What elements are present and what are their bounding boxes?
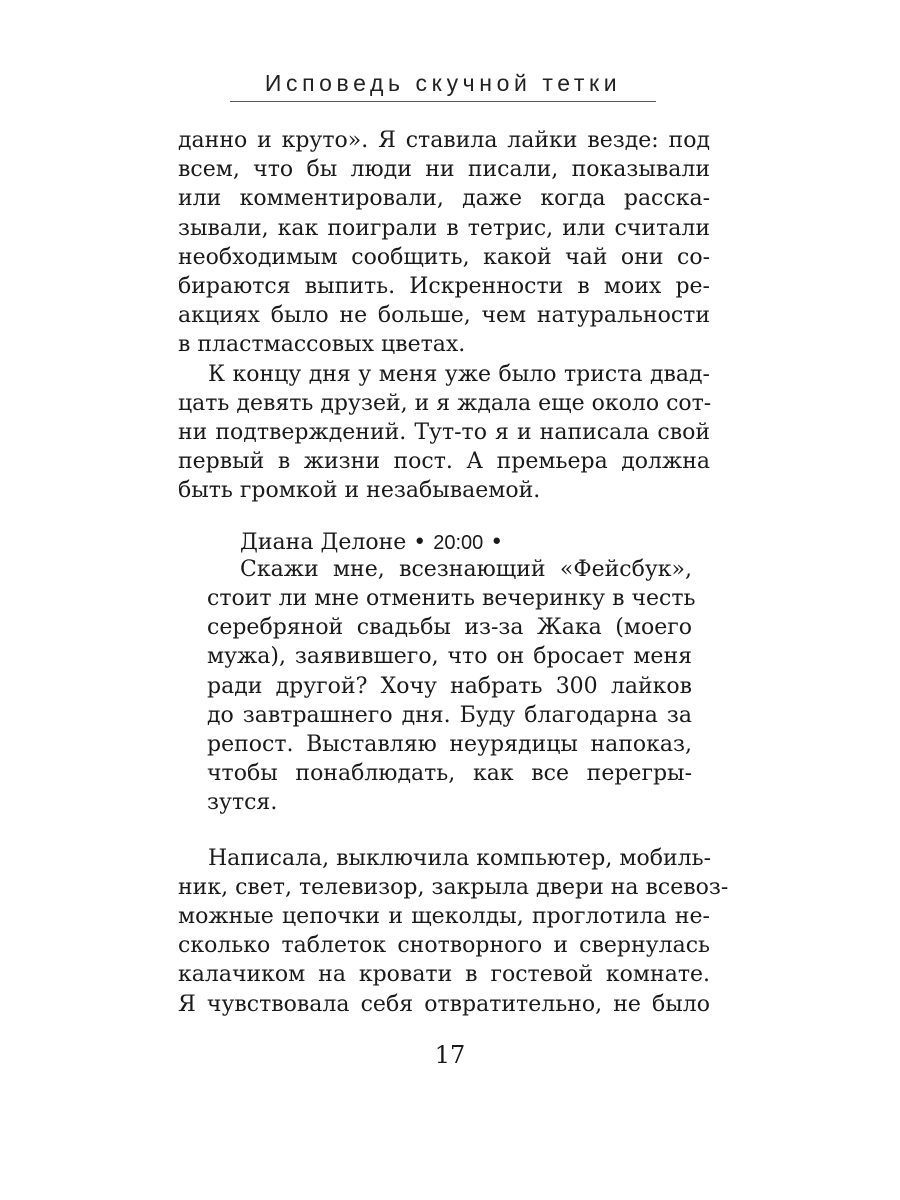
text-line: быть громкой и незабываемой.	[178, 478, 541, 504]
text-line: Написала, выключила компьютер, мобиль-	[208, 845, 712, 871]
text-line: данно и круто». Я ставила лайки везде: под	[178, 128, 710, 153]
page-number: 17	[434, 1040, 466, 1069]
text-line: можные цепочки и щеколды, проглотила не-	[178, 904, 710, 929]
text-line: или комментировали, даже когда расска-	[178, 186, 710, 212]
text-line: цать девять друзей, и я ждала еще около сот-	[178, 390, 712, 416]
post-line: зутся.	[207, 790, 278, 816]
post-header	[240, 530, 503, 555]
post-separator-end: •	[490, 529, 504, 555]
post-separator: •	[413, 529, 427, 555]
text-line: необходимым сообщить, какой чай они со-	[178, 244, 710, 270]
post-time: 20:00	[433, 531, 484, 554]
text-line: Я чувствовала себя отвратительно, не было	[178, 991, 710, 1017]
post-line: мужа), заявившего, что он бросает меня	[207, 644, 692, 670]
post-line: стоит ли мне отменить вечеринку в честь	[207, 586, 696, 611]
text-line: ни подтверждений. Тут-то я и написала свой	[178, 420, 710, 445]
post-line: чтобы понаблюдать, как все перегры-	[207, 761, 692, 787]
text-line: зывали, как поиграли в тетрис, или считали	[178, 215, 710, 241]
post-line: репост. Выставляю неурядицы напоказ,	[207, 732, 692, 757]
text-line: в пластмассовых цветах.	[178, 332, 466, 358]
post-line: ради другой? Хочу набрать 300 лайков	[207, 673, 692, 699]
text-line: первый в жизни пост. А премьера должна	[178, 449, 710, 475]
text-line: ник, свет, телевизор, закрыла двери на всевоз-	[178, 874, 729, 900]
post-line: Скажи мне, всезнающий «Фейсбук»,	[240, 556, 692, 582]
text-line: К концу дня у меня уже было триста двад-	[208, 361, 710, 387]
text-line: сколько таблеток снотворного и свернулась	[178, 933, 710, 959]
post-line: серебряной свадьбы из-за Жака (моего	[207, 615, 692, 641]
running-header: Исповедь скучной тетки	[264, 70, 622, 96]
post-line: до завтрашнего дня. Буду благодарна за	[207, 702, 692, 728]
text-line: акциях было не больше, чем натуральности	[178, 303, 710, 329]
text-line: всем, что бы люди ни писали, показывали	[178, 157, 710, 183]
header-rule	[230, 101, 656, 102]
post-author: Диана Делоне	[240, 529, 407, 555]
text-line: калачиком на кровати в гостевой комнате.	[178, 962, 710, 988]
text-line: бираются выпить. Искренности в моих ре-	[178, 274, 710, 299]
